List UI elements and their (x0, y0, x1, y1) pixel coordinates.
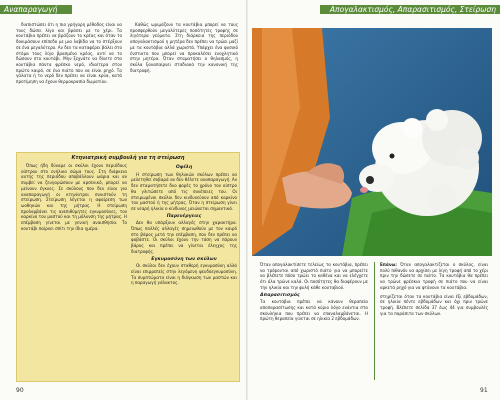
caption-left2-text: Τα κουτάβια πρέπει να κάνουν θεραπεία αποπαρασίτωσης και κατά κύριο λόγο ενάντια στα σκουλήκια που πρέπει να επαναλαμβάνεται. Η πρώτη θεραπεία γίνεται σε ηλικία 2 εβδομάδων. (260, 299, 368, 322)
vet-advice-heading-side-effects: Παρενέργειες (166, 213, 202, 219)
caption-left-text: Όταν απογαλακτίσετε τελείως τα κουτάβια, πρέπει να τρέφονται από χωριστό πιάτο για να μπορείτε να βλέπετε πόσο τρώει το καθένα και να ελέγχετε ότι όλα τρώνε καλά. Οι ποσότητες θα διαφέρουν με την ηλικία και την φυλή κάθε κουταβιού. (260, 262, 368, 290)
vet-advice-title: Κτηνιατρική συμβουλή για τη στείρωση (71, 155, 185, 161)
puppy-feeding-photo (252, 28, 492, 256)
vet-advice-pregnancy-text: Οι σκύλοι δεν έχουν σταθερή εγκυμοσύνη αλλά είναι επιρρεπείς στην λεγόμενη ψευδοεγκυμοσύνη. Τα συμπτώματα είναι η διόγκωση των μαστών και η παραγωγή γάλακτος. (131, 263, 237, 286)
right-header-band (320, 5, 500, 14)
left-page-number: 90 (16, 387, 24, 394)
vet-advice-benefits-text: Η στείρωση των θηλυκών σκύλων πρέπει να μελετηθεί σοβαρά αν δεν θέλετε αναπαραγωγή. Αν δεν σταματήσετε δυο φορές το χρόνο τον οίστρο θα γλιτώσετε από τις συνέπειες του. Οι στειρωμένοι σκύλοι δεν κινδυνεύουν από καρκίνο του μαστού ή της μήτρας. Όταν η στείρωση γίνει σε νεαρή ηλικία ο κίνδυνος μειώνεται σημαντικά. (131, 171, 237, 211)
vet-advice-col1 (21, 163, 127, 377)
left-body-col1 (16, 22, 122, 148)
vet-advice-box (16, 152, 240, 382)
left-page (0, 0, 248, 400)
caption-left (260, 262, 368, 380)
right-header-title: Απογαλακτισμός, Απαρασιτισμός, Στείρωση (329, 5, 496, 14)
puppy-feeding-illustration (252, 28, 492, 256)
caption-divider (374, 262, 375, 380)
left-body-col2 (130, 22, 238, 148)
vet-advice-heading-pregnancy: Εγκυμοσύνη των σκύλων (151, 256, 217, 262)
left-body-col2-text: Καθώς ωριμάζουν τα κουτάβια μπορεί να τους προσφερθούν μεγαλύτερες ποσότητες τροφής σε λιγότερα γεύματα. Στη διάρκεια της περιόδου απογαλακτισμού η μητέρα δεν πρέπει να τρώει μαζί με τα κουτάβια αλλά χωριστά. Υπάρχει ένα φυσικό ένστικτο που μπορεί να προκαλέσει ενοχλητικά στην μητέρα. Όταν σταματήσει ο θηλασμός, η σκύλα ξαναπαίρνει σταδιακά την κανονική της διατροφή. (130, 22, 238, 73)
left-body-col1-text: διαπιστώσει ότι η πιο γρήγορη μέθοδος είναι να τους δώσει λίγο και βράσει με το χέρι. Τα κουτάβια πρέπει να βράζουν το κρέας και όταν το δοκιμάσουν επίπεδο με μια λαβίδα να το στέρξουν σε ένα μεγαλύτερο. Αν δεν τα καταφέρει βάλει στο στόμα τους λίγο βρασμένο κρέας, αντί να το δώσουν στο κουτάβι. Μην ξεχνάτε να δίνετε στα κουτάβια πάντα φρέσκο νερό, ιδιαίτερα στον πρώτο καιρό, σε ένα πιάτο που να είναι ρηχό. Τα γάλατα ή το νερό δεν πρέπει να είναι κρύα, κατά προτίμηση να έχουν θερμοκρασία δωματίου. (16, 22, 122, 85)
vet-advice-col1-text: Όπως ήδη δύναμε οι σκύλοι έχουν περιόδους οίστρου στο ενήλικο σώμα τους. Στη διάρκεια αυτής της περιόδου αποβάλλουν ωάρια και αν συμβεί να ζευγαρώσουν με αρσενικό, μπορεί να μείνουν έγκυες. Σε σκύλους που δεν είναι για αναπαραγωγή οι κτηνίατροι συνιστούν τη στείρωση. Στείρωση λέγεται η αφαίρεση των ωοθηκών και της μήτρας. Η στείρωση προλαμβάνει τις ανεπιθύμητες εγκυμοσύνες, τον καρκίνο του μαστού και τη μόλυνση της μήτρας. Η επέμβαση γίνεται με γενική αναισθησία. Το κουτάβι παίρνει σπίτι την ίδια ημέρα. (21, 163, 127, 231)
vet-advice-side-effects-text: Δεν θα υπάρξουν αλλαγές στην χαρακτήρα. Όπως πολλές αλλαγές σημειωθούν με τον καιρό στο βάρος μετά την επέμβαση, που δεν πρέπει να φοβάστε. Οι σκύλοι έχουν την τάση να πάρουν βάρος και πρέπει να γίνεται έλεγχος της διατροφής. (131, 220, 237, 254)
caption-right2-text: στηρίζεται όταν τα κουτάβια είναι έξι εβδομάδων, σε ηλικία πέντε εβδομάδων και όχι πριν τρώνε τροφή. Βλέπετε σελίδα 37 έως 44 για συμβουλές για τα παράσιτα των σκύλων. (380, 293, 488, 316)
caption-right-label: Επάνω: (380, 262, 397, 267)
vet-advice-heading-benefits: Οφέλη (175, 165, 193, 170)
deworming-heading: Απαρασιτισμός (260, 292, 300, 298)
right-page-number: 91 (480, 387, 488, 394)
left-header-band (0, 5, 72, 14)
vet-advice-col2 (131, 163, 237, 377)
left-header-title: Αναπαραγωγή (4, 5, 58, 14)
caption-right (380, 262, 488, 380)
caption-right-text: Όταν απογαλακτίζεται ο σκύλος, είναι πολύ πιθανόν να αρχίσει με λίγη τροφή από το χέρι πριν την δώσετε σε πιάτο. Τα κουτάβια θα πρέπει να τρώνε φρέσκια τροφή σε πιάτο που να είναι αρκετά ρηχό για να φτάνουν τα κουτάβια. (380, 262, 488, 290)
